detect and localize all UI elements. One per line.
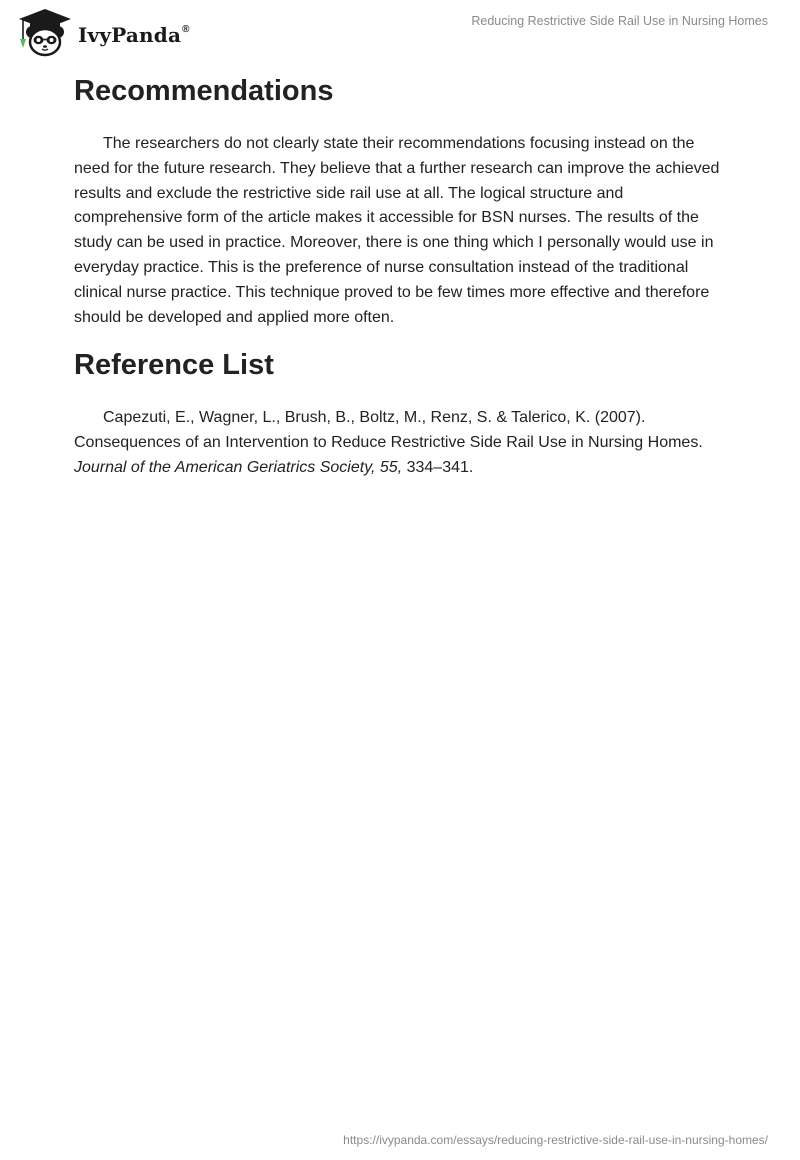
recommendations-heading: Recommendations xyxy=(74,75,334,107)
brand-name xyxy=(78,23,190,47)
document-title: Reducing Restrictive Side Rail Use in Nursing Homes xyxy=(471,14,768,28)
brand-name-text: IvyPanda xyxy=(78,23,182,47)
registered-mark: ® xyxy=(182,24,190,36)
source-url[interactable]: https://ivypanda.com/essays/reducing-restrictive-side-rail-use-in-nursing-homes/ xyxy=(343,1133,768,1147)
recommendations-paragraph: The researchers do not clearly state their recommendations focusing instead on the need for the future research. They believe that a further research can improve the achieved results and exclude the restrictive side rail use at all. The logical structure and comprehensive form of the article makes it accessible for BSN nurses. The results of the study can be used in practice. Moreover, there is one thing which I personally would use in everyday practice. This is the preference of nurse consultation instead of the traditional clinical nurse practice. This technique proved to be few times more effective and therefore should be developed and applied more often. xyxy=(74,135,720,326)
recommendations-section xyxy=(74,70,734,330)
panda-graduate-icon xyxy=(16,8,74,58)
reference-list-section xyxy=(74,344,734,480)
reference-list-heading: Reference List xyxy=(74,349,274,382)
reference-volume: 55, xyxy=(379,458,403,476)
brand-logo[interactable] xyxy=(16,8,190,58)
reference-authors-title: Capezuti, E., Wagner, L., Brush, B., Boltz, M., Renz, S. & Talerico, K. (2007). Consequences of an Intervention to Reduce Restrictive Side Rail Use in Nursing Homes. xyxy=(74,409,703,452)
reference-entry xyxy=(74,406,734,480)
reference-pages: 334–341. xyxy=(402,458,474,476)
reference-journal: Journal of the American Geriatrics Society, xyxy=(74,458,380,476)
document-body xyxy=(74,70,734,481)
